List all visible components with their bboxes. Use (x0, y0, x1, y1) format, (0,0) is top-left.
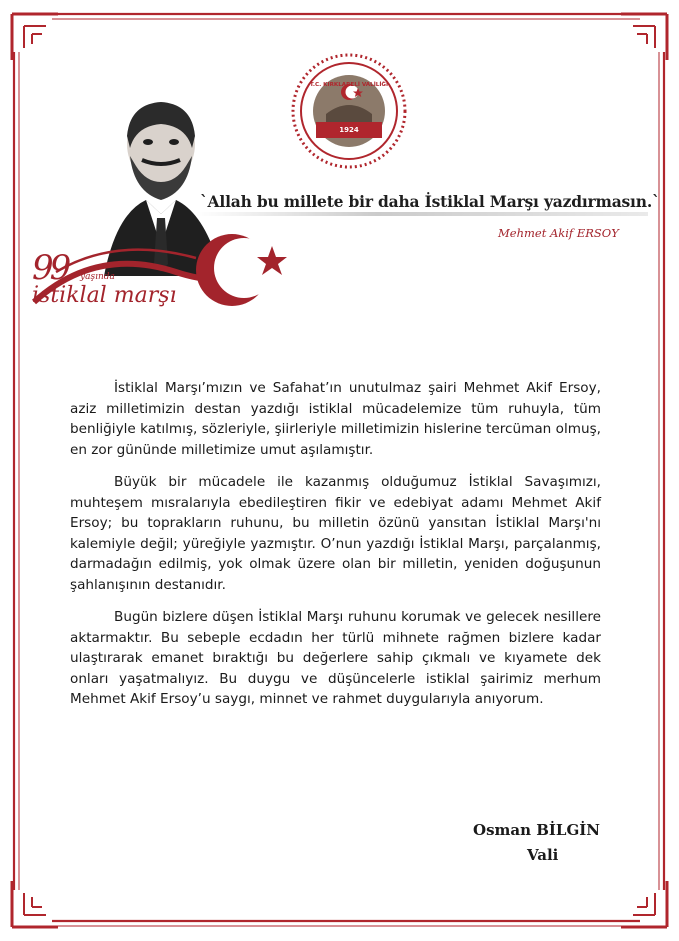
letter-body (70, 378, 601, 722)
seal-top-text: T.C. KIRKLARELİ VALİLİĞİ (309, 82, 389, 88)
body-paragraph-1: İstiklal Marşı’mızın ve Safahat’ın unutulmaz şairi Mehmet Akif Ersoy, aziz milletimizin destan yazdığı istiklal mücadelemize tüm ruhuyla, tüm benliğiyle katılmış, sözleriyle, şiirleriyle milletimizin hislerine tercüman olmuş, en zor gününde milletimize umut aşılamıştır. (70, 380, 601, 458)
anniversary-suffix: yaşında (80, 272, 115, 282)
body-paragraph-2: Büyük bir mücadele ile kazanmış olduğumuz İstiklal Savaşımızı, muhteşem mısralarıyla ebedileştiren fikir ve edebiyat adamı Mehmet Akif Ersoy; bu toprakların ruhunu, bu milletin özünü yansıtan İstiklal Marşı'nı kalemiyle değil; yüreğiyle yazmıştır. O’nun yazdığı İstiklal Marşı, parçalanmış, darmadağın edilmiş, yok olmak üzere olan bir milletin, yeniden doğuşunun şahlanışının destanıdır. (70, 474, 601, 593)
signatory-title: Vali (527, 846, 559, 864)
anniversary-number: 99 (32, 248, 68, 288)
seal-year: 1924 (339, 126, 359, 134)
governorship-seal-emblem (290, 52, 408, 170)
header-quote: `Allah bu millete bir daha İstiklal Marşı yazdırmasın.` (200, 192, 660, 211)
signatory-name: Osman BİLGİN (473, 821, 601, 839)
quote-author: Mehmet Akif ERSOY (498, 226, 619, 240)
body-paragraph-3: Bugün bizlere düşen İstiklal Marşı ruhunu korumak ve gelecek nesillere aktarmaktır. Bu sebeple ecdadın her türlü mihnete rağmen bizlere kadar ulaştırarak emanet bıraktığı bu değerlere sahip çıkmalı ve kıyamete dek onları yaşatmalıyız. Bu duygu ve düşüncelerle istiklal şairimiz merhum Mehmet Akif Ersoy’u saygı, minnet ve rahmet duygularıyla anıyorum. (70, 609, 601, 707)
anniversary-title: istiklal marşı (32, 283, 177, 308)
